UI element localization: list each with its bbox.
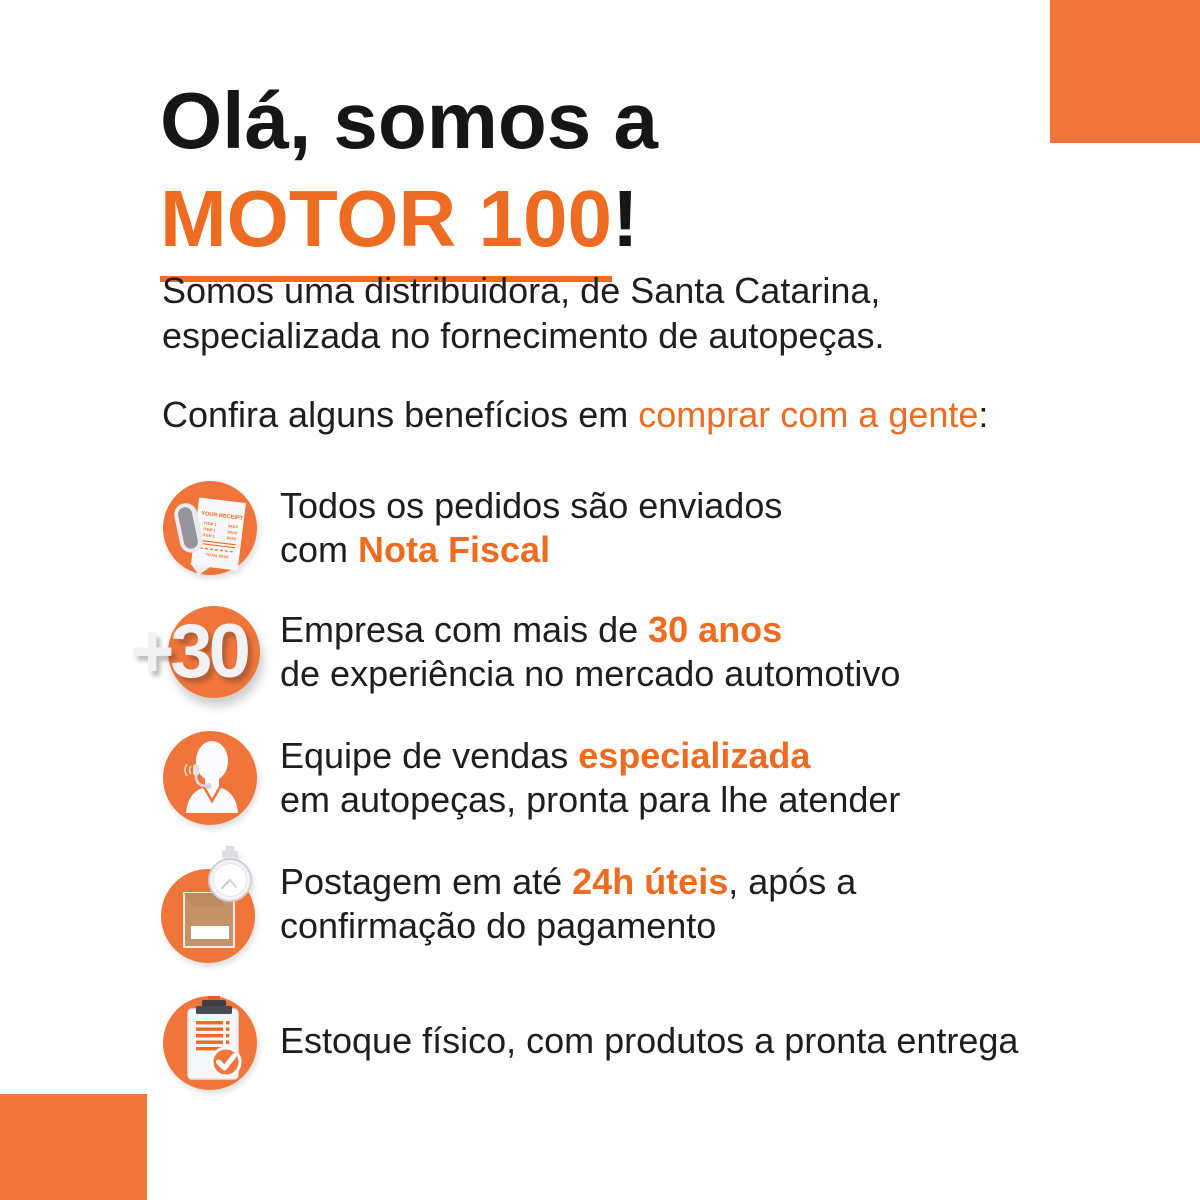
benefits-intro — [162, 392, 988, 437]
benefit-text — [280, 608, 900, 696]
benefit-line: Empresa com mais de 30 anos — [280, 609, 783, 650]
support-agent-icon — [160, 728, 260, 828]
benefit-line: Estoque físico, com produtos a pronta entrega — [280, 1020, 1019, 1061]
benefit-item-equipe — [160, 722, 900, 834]
plus-30-badge — [130, 602, 260, 702]
brand-name: MOTOR 100 — [160, 170, 612, 282]
benefit-line: Todos os pedidos são enviados — [280, 485, 783, 526]
svg-text:$XXX: $XXX — [226, 536, 237, 542]
package-stopwatch-icon-svg — [160, 843, 260, 965]
about-paragraph — [162, 268, 884, 358]
about-line-1: Somos uma distribuidora, de Santa Catarina, — [162, 270, 881, 311]
support-agent-icon-svg — [160, 728, 260, 828]
package-stopwatch-icon — [160, 843, 260, 965]
benefit-line: Equipe de vendas especializada — [280, 735, 811, 776]
benefit-line: com Nota Fiscal — [280, 529, 551, 570]
svg-text:TOTAL $XXX: TOTAL $XXX — [205, 552, 229, 560]
about-line-2: especializada no fornecimento de autopeças. — [162, 315, 885, 356]
benefit-line: de experiência no mercado automotivo — [280, 653, 901, 694]
benefit-line: Postagem em até 24h úteis, após a — [280, 861, 857, 902]
benefits-intro-text: Confira alguns benefícios em — [162, 394, 639, 435]
svg-text:$XXX: $XXX — [227, 530, 238, 536]
benefit-item-nota-fiscal — [160, 470, 782, 586]
benefits-intro-colon: : — [978, 394, 989, 435]
svg-text:ITEM 1: ITEM 1 — [202, 533, 216, 539]
plus-30-text: +30 — [130, 609, 247, 694]
svg-text:ITEM 1: ITEM 1 — [203, 521, 217, 527]
receipt-title-text: YOUR RECEIPT — [200, 510, 244, 522]
page-title — [160, 72, 658, 282]
corner-accent-top-right — [1050, 0, 1200, 143]
benefit-line: confirmação do pagamento — [280, 905, 717, 946]
brand-line — [160, 170, 658, 282]
benefit-text — [280, 860, 856, 948]
svg-text:ITEM 1: ITEM 1 — [203, 527, 216, 533]
receipt-icon — [160, 478, 260, 578]
clipboard-check-icon — [160, 989, 260, 1093]
svg-text:$XXX: $XXX — [227, 524, 239, 530]
benefit-text — [280, 734, 900, 822]
benefit-item-estoque — [160, 986, 1018, 1096]
clipboard-check-icon-svg — [160, 989, 260, 1093]
benefit-text — [280, 1019, 1018, 1063]
check-mark — [212, 1048, 240, 1076]
brand-exclamation: ! — [612, 174, 639, 263]
corner-accent-bottom-left — [0, 1094, 147, 1200]
greeting-text: Olá, somos a — [160, 76, 658, 165]
benefit-text — [280, 484, 782, 572]
receipt-icon-svg — [160, 478, 260, 578]
benefit-item-30-anos — [130, 600, 901, 704]
benefits-intro-highlight: comprar com a gente — [638, 394, 979, 435]
benefit-item-postagem — [160, 842, 856, 966]
stopwatch-icon — [209, 846, 251, 901]
benefit-line: em autopeças, pronta para lhe atender — [280, 779, 901, 820]
